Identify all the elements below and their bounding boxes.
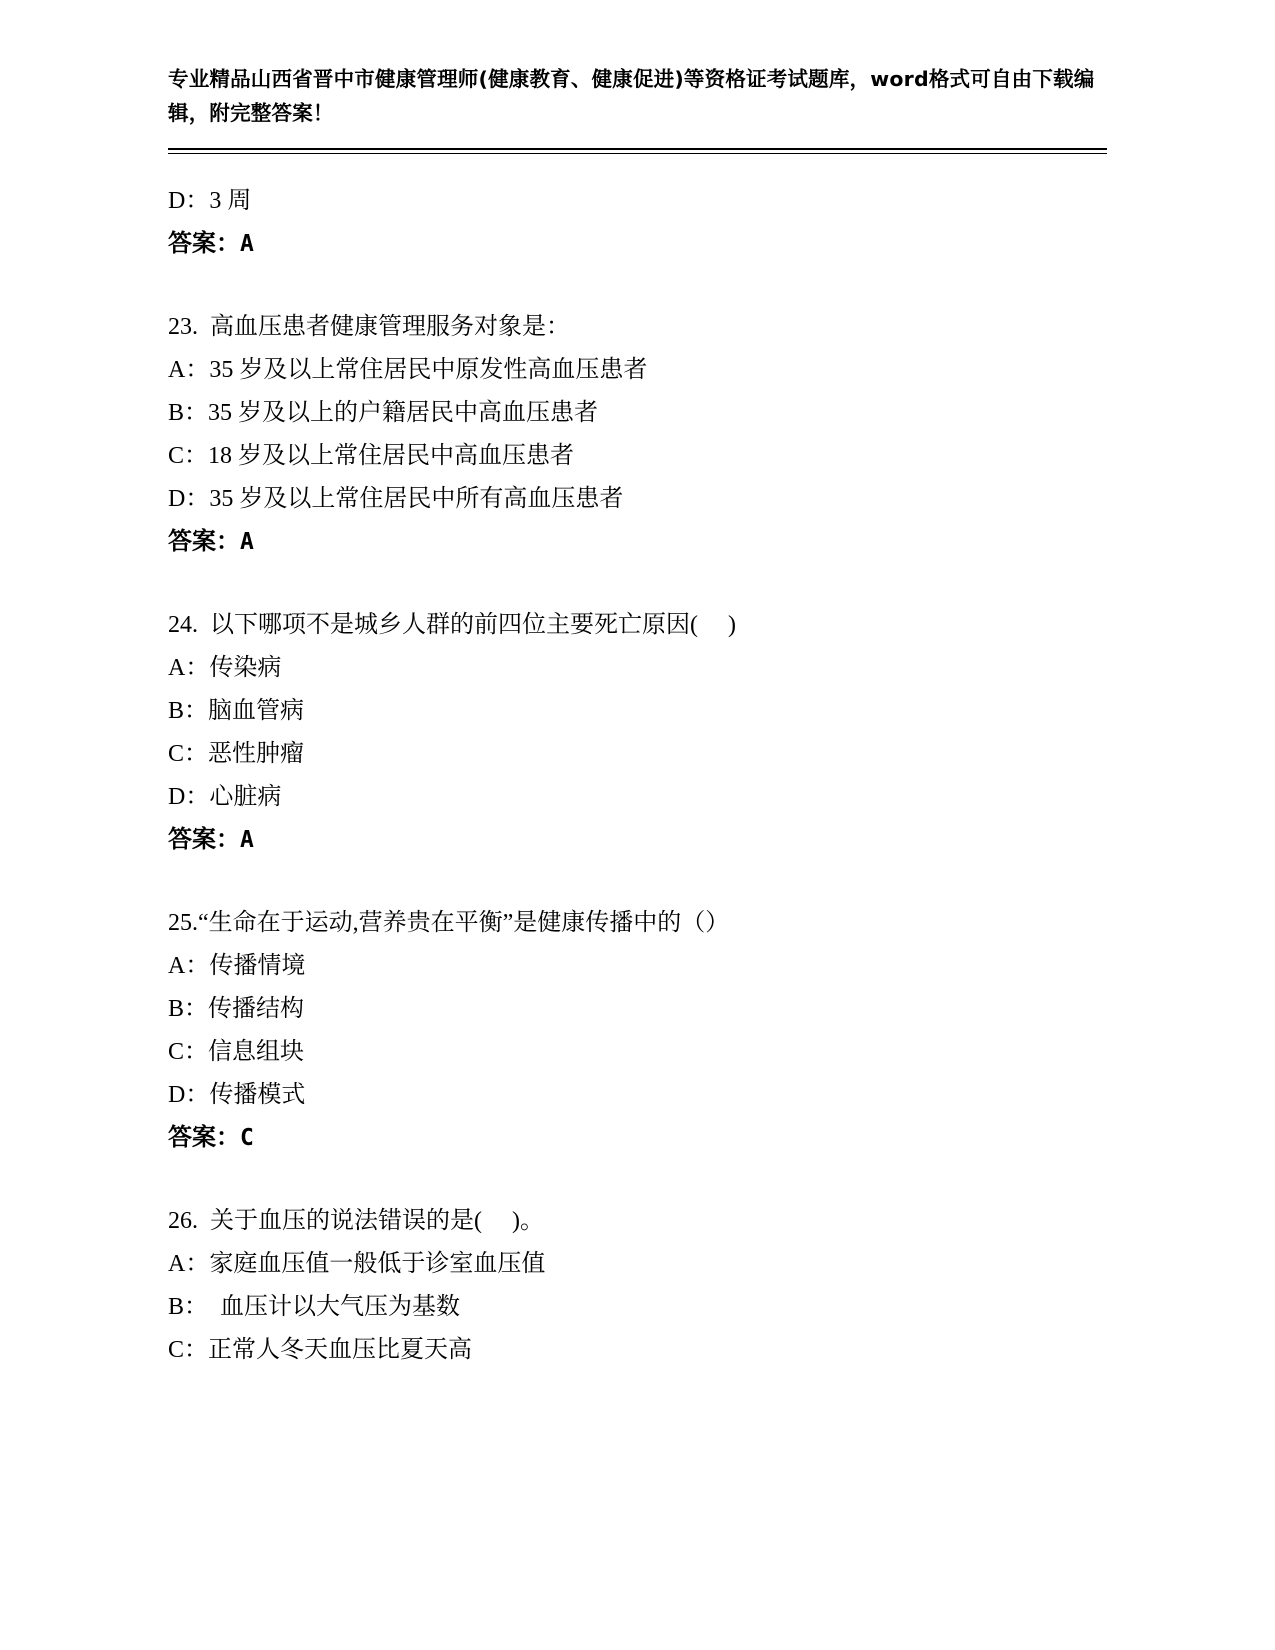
option-line: B：脑血管病 <box>168 698 305 724</box>
answer-line <box>168 819 1107 862</box>
question-stem: 23. 高血压患者健康管理服务对象是： <box>168 314 570 340</box>
question-block <box>168 306 1107 564</box>
option-line: C：信息组块 <box>168 1039 305 1065</box>
answer-label: 答案： <box>168 231 240 257</box>
option-line: A：传染病 <box>168 655 282 681</box>
option-line: D：传播模式 <box>168 1082 306 1108</box>
answer-value: C <box>240 1125 254 1151</box>
carryover-block <box>168 180 1107 266</box>
question-stem: 26. 关于血压的说法错误的是( )。 <box>168 1208 544 1234</box>
option-line: C：恶性肿瘤 <box>168 741 305 767</box>
answer-label: 答案： <box>168 827 240 853</box>
answer-line <box>168 521 1107 564</box>
question-stem: 25.“生命在于运动,营养贵在平衡”是健康传播中的（） <box>168 910 730 936</box>
question-block <box>168 604 1107 862</box>
divider-thick <box>168 148 1107 150</box>
answer-label: 答案： <box>168 1125 240 1151</box>
answer-value: A <box>240 827 254 853</box>
question-stem: 24. 以下哪项不是城乡人群的前四位主要死亡原因( ) <box>168 612 736 638</box>
option-line: C：18 岁及以上常住居民中高血压患者 <box>168 443 575 469</box>
option-line: A：传播情境 <box>168 953 306 979</box>
divider-thin <box>168 153 1107 154</box>
answer-value: A <box>240 529 254 555</box>
option-line: B：35 岁及以上的户籍居民中高血压患者 <box>168 400 599 426</box>
option-line: B：传播结构 <box>168 996 305 1022</box>
answer-value: A <box>240 231 254 257</box>
question-block <box>168 902 1107 1160</box>
answer-line <box>168 1117 1107 1160</box>
option-line: D：心脏病 <box>168 784 282 810</box>
option-line: D：35 岁及以上常住居民中所有高血压患者 <box>168 486 624 512</box>
answer-label: 答案： <box>168 529 240 555</box>
question-block <box>168 1200 1107 1372</box>
option-line: B： 血压计以大气压为基数 <box>168 1294 461 1320</box>
option-line: A：家庭血压值一般低于诊室血压值 <box>168 1251 546 1277</box>
option-line: D：3 周 <box>168 188 252 214</box>
option-line: C：正常人冬天血压比夏天高 <box>168 1337 473 1363</box>
header-divider <box>168 148 1107 154</box>
answer-line <box>168 223 1107 266</box>
page-header: 专业精品山西省晋中市健康管理师(健康教育、健康促进)等资格证考试题库，word格式可自由下载编辑，附完整答案！ <box>168 67 1095 125</box>
option-line: A：35 岁及以上常住居民中原发性高血压患者 <box>168 357 648 383</box>
